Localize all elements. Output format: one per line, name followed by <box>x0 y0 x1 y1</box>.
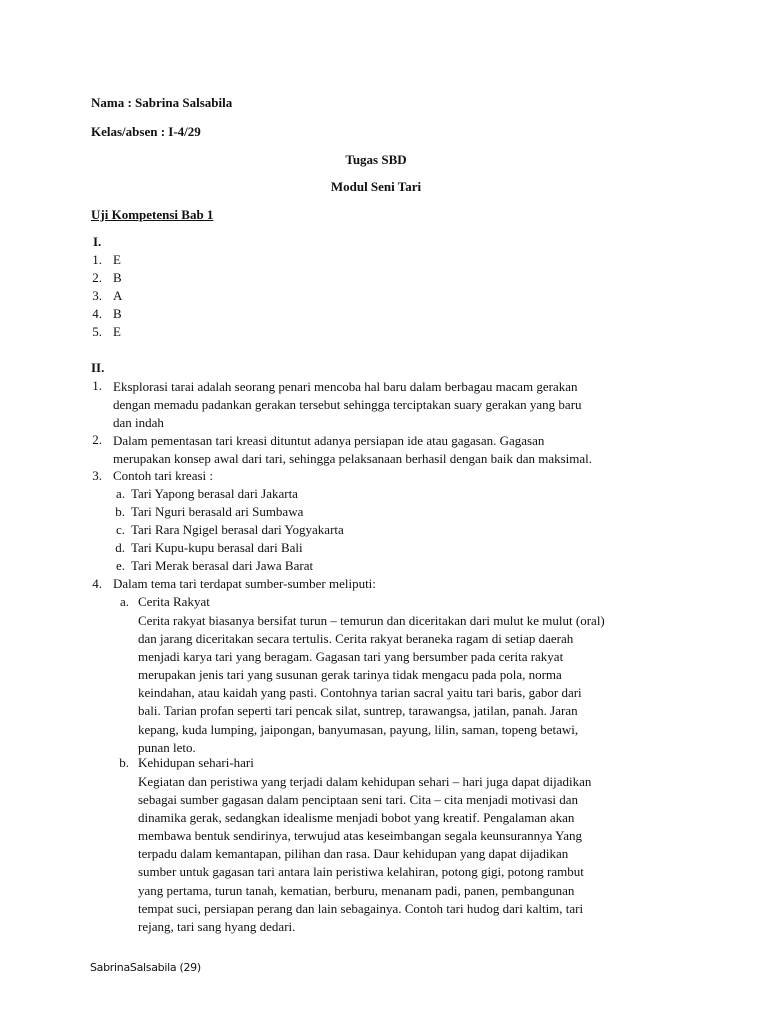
text-line: membawa bentuk sendirinya, terwujud atas keseimbangan segala keunsurannya Yang <box>138 828 583 844</box>
text-line: bali. Tarian profan seperti tari pencak silat, suntrep, tarawangsa, jatilan, panah. Jaran <box>138 703 578 719</box>
answer-value: A <box>113 288 123 303</box>
list-letter: b. <box>119 755 129 770</box>
text-line: sebagai sumber gagasan dalam penciptaan seni tari. Cita – cita menjadi motivasi dan <box>138 792 579 808</box>
text-line: yang pertama, turun tanah, kematian, berburu, menanam padi, panen, pembangunan <box>138 882 575 898</box>
text-line: terpadu dalam kemantapan, pilihan dan rasa. Daur kehidupan yang dapat dijadikan <box>138 846 569 862</box>
list-item: Tari Nguri berasald ari Sumbawa <box>131 504 304 519</box>
text-line: Kegiatan dan peristiwa yang terjadi dalam kehidupan sehari – hari juga dapat dijadikan <box>138 774 592 789</box>
question-number: 3. <box>92 468 102 483</box>
list-letter: a. <box>119 594 129 609</box>
text-line: dengan memadu padankan gerakan tersebut sehingga terciptakan suary gerakan yang baru <box>113 397 582 413</box>
text-line: merupakan jenis tari yang susunan gerak tarinya tidak mengacu pada pola, norma <box>138 667 562 683</box>
list-item: Tari Merak berasal dari Jawa Barat <box>131 558 314 573</box>
text-line: sumber untuk gagasan tari antara lain peristiwa kelahiran, potong gigi, potong rambut <box>138 864 584 880</box>
answer-value: E <box>113 252 121 267</box>
text-line: tempat suci, persiapan perang dan lain sebagainya. Contoh tari hudog dari kaltim, tari <box>138 900 584 916</box>
text-line: dinamika gerak, sedangkan idealisme menjadi bobot yang kreatif. Pengalaman akan <box>138 810 575 826</box>
list-item: Tari Rara Ngigel berasal dari Yogyakarta <box>131 522 344 537</box>
list-letter: a. <box>115 486 125 501</box>
answer-number: 4. <box>92 306 102 321</box>
question-1-answer <box>113 378 673 432</box>
question-4-intro: Dalam tema tari terdapat sumber-sumber meliputi: <box>113 576 376 591</box>
question-number: 1. <box>92 378 102 393</box>
list-letter: e. <box>115 558 125 573</box>
answer-number: 3. <box>92 288 102 303</box>
page-footer: SabrinaSalsabila (29) <box>90 961 201 974</box>
subsection-title: Cerita Rakyat <box>138 594 210 609</box>
question-2-answer <box>113 432 673 468</box>
text-line: kepang, kuda lumping, jaipongan, banyumasan, payung, lilin, saman, topeng betawi, <box>138 721 579 737</box>
answer-number: 2. <box>92 270 102 285</box>
text-line: Cerita rakyat biasanya bersifat turun – temurun dan diceritakan dari mulut ke mulut (oral) <box>138 613 605 628</box>
part-2-heading: II. <box>91 360 105 375</box>
list-letter: b. <box>115 504 125 519</box>
student-name: Nama : Sabrina Salsabila <box>91 95 233 110</box>
subsection-b-body <box>138 773 676 936</box>
assignment-title: Tugas SBD <box>345 152 407 167</box>
list-item: Tari Kupu-kupu berasal dari Bali <box>131 540 303 555</box>
text-line: dan indah <box>113 415 164 431</box>
answer-number: 5. <box>92 324 102 339</box>
question-3-intro: Contoh tari kreasi : <box>113 468 214 483</box>
section-title: Uji Kompetensi Bab 1 <box>91 207 214 222</box>
text-line: Dalam pementasan tari kreasi dituntut adanya persiapan ide atau gagasan. Gagasan <box>113 433 545 448</box>
student-class: Kelas/absen : I-4/29 <box>91 124 201 139</box>
list-letter: c. <box>115 522 125 537</box>
text-line: dan jarang diceritakan secara tertulis. Cerita rakyat beraneka ragam di setiap daerah <box>138 631 574 647</box>
part-1-heading: I. <box>93 234 102 249</box>
subsection-title: Kehidupan sehari-hari <box>138 755 254 770</box>
subsection-a-body <box>138 612 676 757</box>
answer-number: 1. <box>92 252 102 267</box>
text-line: keindahan, atau kaidah yang pasti. Contohnya tarian sacral yaitu tari baris, gabor dari <box>138 685 582 701</box>
answer-value: E <box>113 324 121 339</box>
answer-value: B <box>113 270 122 285</box>
list-item: Tari Yapong berasal dari Jakarta <box>131 486 298 501</box>
answer-value: B <box>113 306 122 321</box>
text-line: punan leto. <box>138 739 196 755</box>
module-title: Modul Seni Tari <box>330 179 422 194</box>
list-letter: d. <box>115 540 125 555</box>
text-line: rejang, tari sang hyang dedari. <box>138 918 296 934</box>
text-line: Eksplorasi tarai adalah seorang penari mencoba hal baru dalam berbagau macam gerakan <box>113 379 578 394</box>
question-number: 4. <box>92 576 102 591</box>
question-number: 2. <box>92 432 102 447</box>
text-line: menjadi karya tari yang beragam. Gagasan tari yang bersumber pada cerita rakyat <box>138 649 564 665</box>
text-line: merupakan konsep awal dari tari, sehingga pelaksanaan berhasil dengan baik dan maksimal. <box>113 451 593 467</box>
